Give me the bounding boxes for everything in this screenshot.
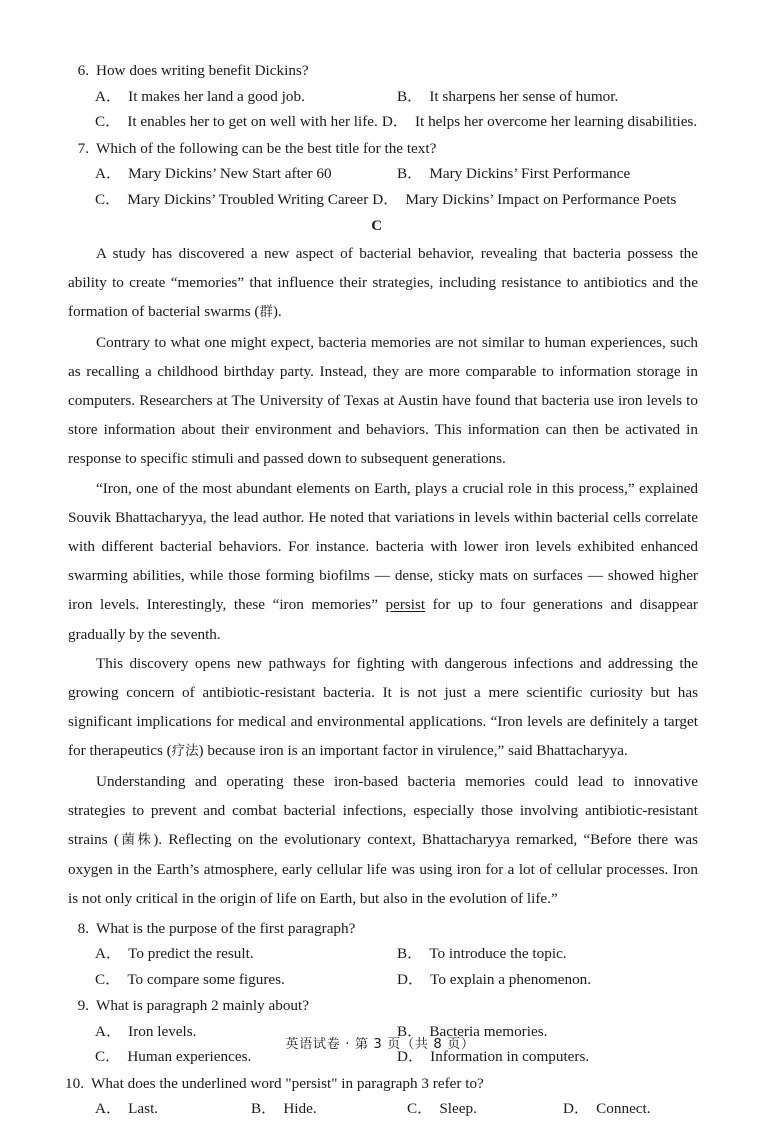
option-text: It sharpens her sense of humor. bbox=[429, 87, 619, 105]
questions-before-passage bbox=[68, 58, 698, 212]
option-text: Last. bbox=[128, 1100, 159, 1118]
option-d[interactable] bbox=[397, 967, 698, 993]
passage-text: “Iron, one of the most abundant elements on Earth, plays a crucial role in this process,” explained Souvik Bhattacharyya, the lead author. He noted that variations in levels within bacterial cells correlate with different bacterial behaviors. For instance. bacteria with lower iron levels exhibited enhanced swarming abilities, while those forming biofilms — dense, sticky mats on surfaces — showed higher iron levels. Interestingly, these “iron memories” bbox=[68, 479, 698, 614]
passage-paragraph bbox=[68, 767, 698, 914]
option-text: It helps her overcome her learning disabilities. bbox=[415, 113, 698, 130]
option-row bbox=[68, 941, 698, 967]
footer-text: 英语试卷 · 第 3 页（共 8 页） bbox=[285, 1037, 475, 1052]
option-row bbox=[68, 187, 698, 213]
section-letter-c: C bbox=[371, 217, 383, 234]
question-number: 9. bbox=[77, 997, 89, 1015]
option-letter: A． bbox=[95, 87, 122, 105]
option-text: Iron levels. bbox=[128, 1022, 197, 1040]
question-text: What is paragraph 2 mainly about? bbox=[96, 997, 309, 1015]
question-stem bbox=[68, 136, 698, 162]
passage-paragraph bbox=[68, 649, 698, 767]
option-text: Human experiences. bbox=[127, 1048, 252, 1066]
chinese-gloss: 疗法 bbox=[171, 744, 199, 760]
option-row bbox=[68, 84, 698, 110]
option-letter: C． bbox=[95, 113, 121, 130]
question-6 bbox=[68, 58, 698, 135]
question-number: 6. bbox=[77, 62, 89, 79]
option-d[interactable] bbox=[372, 187, 698, 213]
underlined-word: persist bbox=[385, 596, 426, 614]
option-d[interactable] bbox=[563, 1096, 651, 1122]
option-row bbox=[68, 161, 698, 187]
option-letter: B． bbox=[397, 945, 423, 963]
option-text: It makes her land a good job. bbox=[128, 87, 305, 105]
option-a[interactable] bbox=[95, 941, 397, 967]
option-b[interactable] bbox=[397, 84, 698, 110]
question-number: 7. bbox=[77, 139, 89, 157]
passage-text: ). Reflecting on the evolutionary context, Bhattacharyya remarked, “Before there was oxygen in the Earth’s atmosphere, early cellular life was using iron for a lot of cellular processes. Iron is not only critical in the origin of life on Earth, but also in the evolution of life.” bbox=[68, 831, 699, 908]
option-b[interactable] bbox=[251, 1096, 407, 1122]
option-letter: C． bbox=[95, 190, 121, 208]
page-footer bbox=[0, 1033, 760, 1052]
passage-paragraph bbox=[68, 474, 698, 649]
questions-after-passage bbox=[65, 916, 698, 1122]
question-text: What does the underlined word "persist" in paragraph 3 refer to? bbox=[91, 1074, 484, 1092]
passage-text: A study has discovered a new aspect of bacterial behavior, revealing that bacteria possess the ability to create “memories” that influence their strategies, including resistance to antibiotics and the formation of bacterial swarms ( bbox=[68, 245, 698, 321]
reading-passage bbox=[68, 239, 698, 914]
option-letter: D． bbox=[397, 1048, 424, 1066]
option-text: Sleep. bbox=[439, 1100, 477, 1118]
option-letter: D． bbox=[563, 1100, 590, 1118]
question-number: 10. bbox=[65, 1074, 84, 1092]
passage-text: Contrary to what one might expect, bacteria memories are not similar to human experiences, such as recalling a childhood birthday party. Instead, they are more comparable to information storage in computers. Researchers at The University of Texas at Austin have found that bacteria use iron levels to store information about their environment and behaviors. This information can then be activated in response to specific stimuli and passed down to subsequent generations. bbox=[68, 333, 698, 468]
option-text: It enables her to get on well with her life. bbox=[127, 113, 378, 130]
option-letter: D． bbox=[381, 113, 408, 130]
option-text: Mary Dickins’ First Performance bbox=[429, 165, 631, 182]
option-letter: A． bbox=[95, 1100, 122, 1118]
chinese-gloss: 群 bbox=[259, 305, 273, 321]
option-text: Mary Dickins’ Impact on Performance Poets bbox=[405, 190, 677, 208]
question-stem bbox=[65, 1071, 698, 1097]
option-letter: C． bbox=[95, 1048, 121, 1066]
option-row bbox=[68, 1096, 698, 1122]
option-letter: C． bbox=[407, 1100, 433, 1118]
option-letter: B． bbox=[397, 87, 423, 105]
passage-paragraph bbox=[68, 328, 698, 474]
question-7 bbox=[68, 136, 698, 213]
passage-text: for up to four generations and disappear gradually by the seventh. bbox=[68, 596, 698, 643]
option-b[interactable] bbox=[397, 941, 698, 967]
option-text: Hide. bbox=[283, 1100, 317, 1118]
question-stem bbox=[68, 916, 698, 942]
option-text: To predict the result. bbox=[128, 945, 254, 963]
option-c[interactable] bbox=[95, 967, 397, 993]
question-8 bbox=[68, 916, 698, 993]
option-letter: B． bbox=[397, 165, 423, 182]
option-text: Connect. bbox=[596, 1100, 651, 1118]
passage-paragraph bbox=[68, 239, 698, 328]
option-c[interactable] bbox=[95, 187, 368, 213]
question-10 bbox=[65, 1071, 698, 1122]
chinese-gloss: 菌株 bbox=[119, 833, 154, 849]
option-a[interactable] bbox=[95, 84, 397, 110]
option-text: Mary Dickins’ New Start after 60 bbox=[128, 165, 332, 182]
question-stem bbox=[68, 58, 698, 84]
question-text: How does writing benefit Dickins? bbox=[96, 62, 309, 79]
question-9 bbox=[68, 993, 698, 1070]
passage-text: This discovery opens new pathways for fighting with dangerous infections and addressing the growing concern of antibiotic-resistant bacteria. It is not just a mere scientific curiosity but has significant implications for medical and environmental applications. “Iron levels are definitely a target for therapeutics ( bbox=[68, 654, 698, 760]
option-c[interactable] bbox=[95, 109, 378, 135]
passage-text: Understanding and operating these iron-based bacteria memories could lead to innovative strategies to prevent and combat bacterial infections, especially those involving antibiotic-resistant strains ( bbox=[68, 772, 698, 849]
option-letter: D． bbox=[372, 190, 399, 208]
option-c[interactable] bbox=[407, 1096, 563, 1122]
option-letter: B． bbox=[397, 1022, 423, 1040]
question-number: 8. bbox=[77, 919, 89, 937]
option-text: Bacteria memories. bbox=[429, 1022, 548, 1040]
option-a[interactable] bbox=[95, 1096, 251, 1122]
question-text: Which of the following can be the best title for the text? bbox=[96, 139, 437, 157]
option-b[interactable] bbox=[397, 161, 698, 187]
option-letter: C． bbox=[95, 970, 121, 988]
option-d[interactable] bbox=[382, 109, 698, 135]
option-text: Mary Dickins’ Troubled Writing Career bbox=[127, 190, 369, 208]
option-letter: D． bbox=[397, 970, 424, 988]
option-text: To introduce the topic. bbox=[429, 945, 567, 963]
passage-text: ). bbox=[272, 303, 282, 321]
option-letter: A． bbox=[95, 945, 122, 963]
passage-text: ) because iron is an important factor in virulence,” said Bhattacharyya. bbox=[198, 742, 628, 760]
option-text: To explain a phenomenon. bbox=[430, 970, 592, 988]
option-letter: B． bbox=[251, 1100, 277, 1118]
question-text: What is the purpose of the first paragraph? bbox=[96, 919, 356, 937]
option-row bbox=[68, 109, 698, 135]
option-text: To compare some figures. bbox=[127, 970, 285, 988]
question-stem bbox=[68, 993, 698, 1019]
option-letter: A． bbox=[95, 165, 122, 182]
option-row bbox=[68, 967, 698, 993]
option-letter: A． bbox=[95, 1022, 122, 1040]
option-text: Information in computers. bbox=[430, 1048, 590, 1066]
option-a[interactable] bbox=[95, 161, 397, 187]
